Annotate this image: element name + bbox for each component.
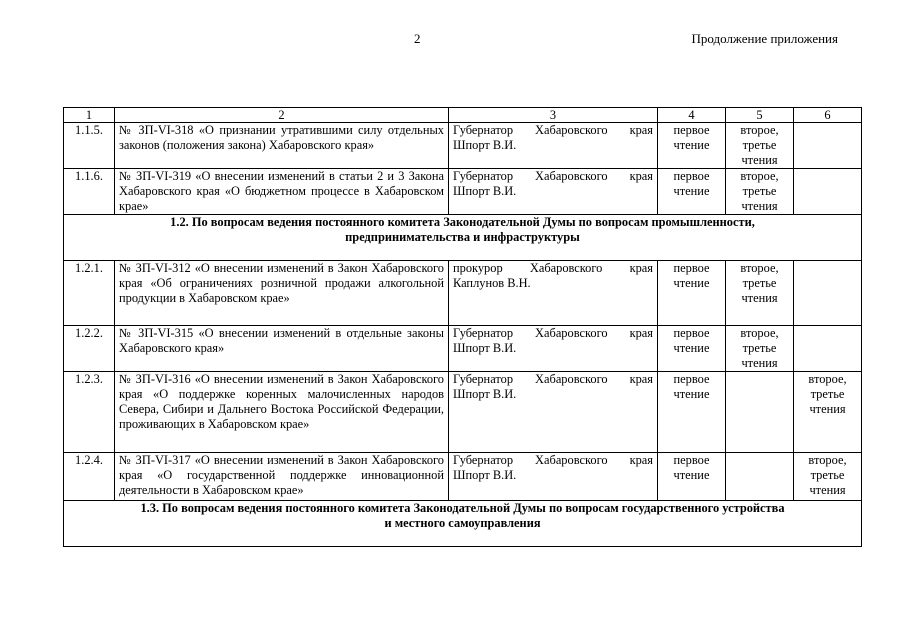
- continuation-label: Продолжение приложения: [691, 31, 838, 46]
- second-third-reading-cell: второе, третье чтения: [726, 326, 794, 372]
- item-number: 1.1.6.: [64, 169, 115, 215]
- bill-title: № ЗП-VI-318 «О признании утратившими силу отдельных законов (положения закона) Хабаровского края»: [115, 123, 449, 169]
- column-number-row: [64, 108, 862, 123]
- item-number: 1.2.1.: [64, 261, 115, 326]
- first-reading-cell: первое чтение: [658, 372, 726, 453]
- bill-title: № ЗП-VI-316 «О внесении изменений в Закон Хабаровского края «О поддержке коренных малочисленных народов Севера, Сибири и Дальнего Востока Российской Федерации, проживающих в Хабаровском крае»: [115, 372, 449, 453]
- second-third-reading-cell: [726, 372, 794, 453]
- section-heading-line: и местного самоуправления: [384, 516, 541, 530]
- initiator: Губернатор Хабаровского края Шпорт В.И.: [449, 453, 658, 501]
- section-heading: [64, 215, 862, 261]
- table-row: [64, 372, 862, 453]
- item-number: 1.2.2.: [64, 326, 115, 372]
- agenda-table: [63, 107, 862, 547]
- first-reading-cell: первое чтение: [658, 326, 726, 372]
- section-heading-line: предпринимательства и инфраструктуры: [345, 230, 580, 244]
- section-heading: [64, 501, 862, 547]
- first-reading-cell: первое чтение: [658, 261, 726, 326]
- first-reading-cell: первое чтение: [658, 169, 726, 215]
- table-row: [64, 326, 862, 372]
- section-heading-line: 1.2. По вопросам ведения постоянного комитета Законодательной Думы по вопросам промышленности,: [170, 215, 755, 229]
- first-reading-cell: первое чтение: [658, 123, 726, 169]
- column-number: 6: [794, 108, 862, 123]
- section-row: [64, 501, 862, 547]
- later-reading-cell: второе, третье чтения: [794, 372, 862, 453]
- section-row: [64, 215, 862, 261]
- column-number: 1: [64, 108, 115, 123]
- column-number: 5: [726, 108, 794, 123]
- later-reading-cell: второе, третье чтения: [794, 453, 862, 501]
- table-row: [64, 123, 862, 169]
- section-heading-line: 1.3. По вопросам ведения постоянного комитета Законодательной Думы по вопросам государственного устройства: [140, 501, 785, 515]
- initiator: Губернатор Хабаровского края Шпорт В.И.: [449, 123, 658, 169]
- second-third-reading-cell: второе, третье чтения: [726, 261, 794, 326]
- table-row: [64, 169, 862, 215]
- later-reading-cell: [794, 261, 862, 326]
- bill-title: № ЗП-VI-317 «О внесении изменений в Закон Хабаровского края «О государственной поддержке инновационной деятельности в Хабаровском крае»: [115, 453, 449, 501]
- table-row: [64, 261, 862, 326]
- initiator: Губернатор Хабаровского края Шпорт В.И.: [449, 372, 658, 453]
- bill-title: № ЗП-VI-319 «О внесении изменений в статьи 2 и 3 Закона Хабаровского края «О бюджетном процессе в Хабаровском крае»: [115, 169, 449, 215]
- item-number: 1.1.5.: [64, 123, 115, 169]
- bill-title: № ЗП-VI-315 «О внесении изменений в отдельные законы Хабаровского края»: [115, 326, 449, 372]
- initiator: Губернатор Хабаровского края Шпорт В.И.: [449, 169, 658, 215]
- second-third-reading-cell: [726, 453, 794, 501]
- column-number: 2: [115, 108, 449, 123]
- column-number: 3: [449, 108, 658, 123]
- item-number: 1.2.4.: [64, 453, 115, 501]
- later-reading-cell: [794, 169, 862, 215]
- second-third-reading-cell: второе, третье чтения: [726, 169, 794, 215]
- first-reading-cell: первое чтение: [658, 453, 726, 501]
- table-row: [64, 453, 862, 501]
- initiator: прокурор Хабаровского края Каплунов В.Н.: [449, 261, 658, 326]
- second-third-reading-cell: второе, третье чтения: [726, 123, 794, 169]
- later-reading-cell: [794, 123, 862, 169]
- column-number: 4: [658, 108, 726, 123]
- item-number: 1.2.3.: [64, 372, 115, 453]
- page-number: 2: [414, 31, 421, 46]
- later-reading-cell: [794, 326, 862, 372]
- initiator: Губернатор Хабаровского края Шпорт В.И.: [449, 326, 658, 372]
- bill-title: № ЗП-VI-312 «О внесении изменений в Закон Хабаровского края «Об ограничениях розничной продажи алкогольной продукции в Хабаровском крае»: [115, 261, 449, 326]
